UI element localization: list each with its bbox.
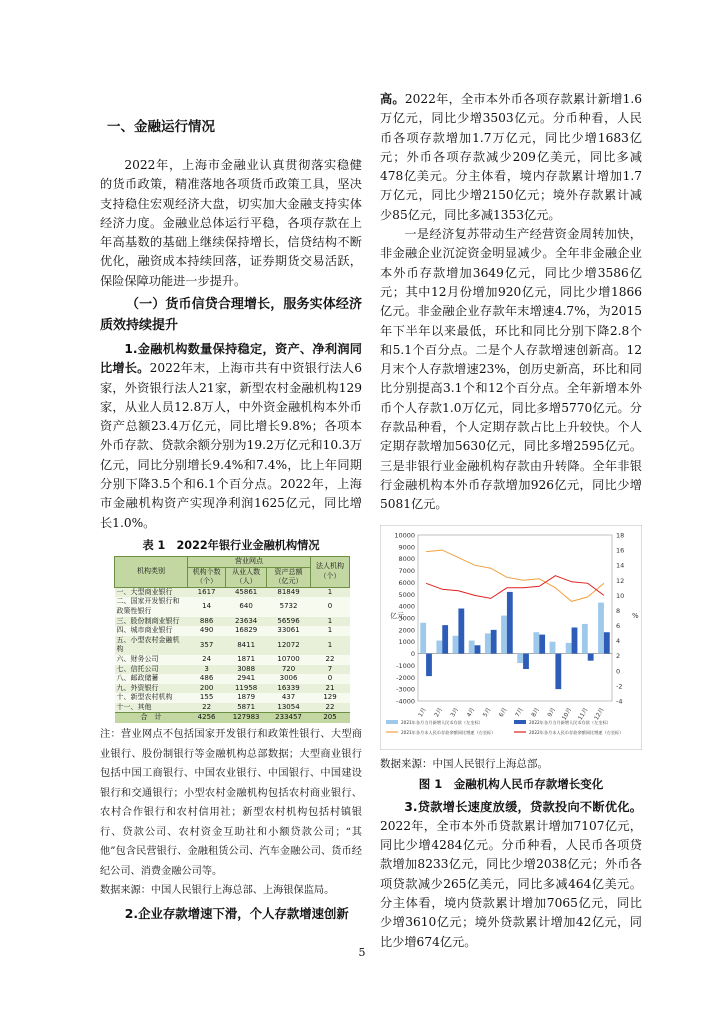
table-row (115, 636, 350, 655)
bar-2022 (572, 627, 578, 653)
paragraph-4-head: 3.贷款增长速度放缓，贷款投向不断优化。 (404, 799, 642, 814)
category-label: 7月 (514, 706, 525, 718)
cell-legal: 7 (311, 665, 350, 675)
th-group: 营业网点 (188, 556, 311, 567)
cell-type: 十一、其他 (115, 703, 188, 713)
bar-2022 (458, 608, 464, 653)
category-label: 2月 (434, 706, 444, 718)
cell-staff: 16829 (226, 626, 267, 636)
legend-swatch (514, 720, 526, 724)
cell-type: 七、信托公司 (115, 665, 188, 675)
cell-assets: 5732 (267, 597, 311, 616)
cell-count: 886 (188, 617, 226, 627)
paragraph-2-head-left: 2.企业存款增速下滑，个人存款增速创新 (124, 905, 349, 921)
ylabel-left: 亿元 (390, 611, 404, 620)
bar-2021 (469, 640, 475, 653)
right-tick-label: 8 (616, 606, 621, 615)
paragraph-3: 一是经济复苏带动生产经营资金周转加快，非金融企业沉淀资金明显减少。全年非金融企业本外币存款增加3649亿元，同比少增3586亿元；其中12月份增加920亿元，同比少增1866亿元。非金融企业存款年末增速4.7%，为2015年下半年以来最低，环比和同比分别下降2.8个和5.1个百分点。二是个人存款增速创新高。12月末个人存款增速23%，创历史新高，环比和同比分别提高3.1个和12个百分点。全年新增本外币个人存款1.0万亿元，同比多增5770亿元。分存款品种看，个人定期存款占比上升较快。个人定期存款增加5630亿元，同比多增2595亿元。三是非银行业金融机构存款由升转降。全年非银行金融机构本外币存款增加926亿元，同比少增5081亿元。 (380, 227, 642, 512)
cell-legal: 21 (311, 684, 350, 694)
cell-staff: 1871 (226, 655, 267, 665)
paragraph-1-body: 2022年末，上海市共有中资银行法人6家，外资银行法人21家，新型农村金融机构129家，从业人员12.8万人，中外资金融机构本外币资产总额23.4万亿元，同比增长9.8%；各项本外币存款、贷款余额分别为19.2万亿元和10.3万亿元，同比分别增长9.4%和7.4%，比上年同期分别下降3.5个和6.1个百分点。2022年，上海市金融机构资产实现净利润1625亿元，同比增长1.0%。 (100, 361, 362, 530)
cell-type: 四、城市商业银行 (115, 626, 188, 636)
chart-svg (380, 525, 642, 750)
legend-label: 2022年各月当月新增人民币存款（左坐标） (529, 719, 611, 725)
cell-assets: 10700 (267, 655, 311, 665)
left-tick-label: 9000 (398, 542, 415, 551)
right-tick-label: 2 (616, 651, 621, 660)
cell-legal: 0 (311, 597, 350, 616)
category-label: 3月 (450, 706, 461, 718)
cell-type: 九、外资银行 (115, 684, 188, 694)
cell-count: 24 (188, 655, 226, 665)
cell-type: 一、大型商业银行 (115, 587, 188, 597)
cell-type: 八、邮政储蓄 (115, 674, 188, 684)
paragraph-1-head: 1.金融机构数量保持稳定，资产、净利润同比增长。 (100, 342, 362, 376)
th-type: 机构类别 (115, 556, 188, 587)
cell-count: 486 (188, 674, 226, 684)
cell-count: 1617 (188, 587, 226, 597)
table-total-row (115, 713, 350, 723)
cell-legal: 22 (311, 655, 350, 665)
cell-count: 357 (188, 636, 226, 655)
left-tick-label: -1000 (396, 661, 415, 670)
legend-label: 2021年各月当月新增人民币存款（左坐标） (401, 719, 483, 725)
right-tick-label: 10 (616, 591, 625, 600)
legend-label: 2021年各月末人民币存款余额同比增速（右坐标） (401, 729, 496, 735)
category-label: 9月 (547, 706, 558, 718)
table-row (115, 655, 350, 665)
cell-total-assets: 233457 (267, 713, 311, 723)
table-row (115, 674, 350, 684)
cell-type: 六、财务公司 (115, 655, 188, 665)
category-label: 6月 (498, 706, 509, 718)
bar-2022 (475, 645, 481, 653)
bar-2021 (566, 642, 572, 653)
cell-count: 3 (188, 665, 226, 675)
left-tick-label: -2000 (396, 673, 415, 682)
cell-assets: 56596 (267, 617, 311, 627)
bar-2021 (517, 653, 523, 662)
category-label: 11月 (577, 706, 590, 721)
table-row (115, 626, 350, 636)
ylabel-right: % (632, 611, 639, 620)
left-tick-label: 4000 (398, 602, 415, 611)
cell-assets: 33061 (267, 626, 311, 636)
table-row (115, 684, 350, 694)
right-tick-label: 18 (616, 531, 625, 540)
cell-staff: 640 (226, 597, 267, 616)
page-number: 5 (358, 946, 366, 959)
cell-total-count: 4256 (188, 713, 226, 723)
right-tick-label: 0 (616, 666, 621, 675)
right-tick-label: 16 (616, 546, 625, 555)
table-note: 注：营业网点不包括国家开发银行和政策性银行、大型商业银行、股份制银行等金融机构总部数据；大型商业银行包括中国工商银行、中国农业银行、中国银行、中国建设银行和交通银行；小型农村金融机构包括农村商业银行、农村合作银行和农村信用社；新型农村机构包括村镇银行、贷款公司、农村资金互助社和小额贷款公司；“其他”包含民营银行、金融租赁公司、汽车金融公司、货币经纪公司、消费金融公司等。 (100, 729, 362, 877)
category-label: 4月 (466, 706, 477, 718)
table-row (115, 617, 350, 627)
cell-count: 200 (188, 684, 226, 694)
paragraph-4 (380, 798, 642, 952)
bar-2022 (523, 653, 529, 668)
paragraph-1 (100, 340, 362, 533)
bar-2022 (507, 591, 513, 653)
left-tick-label: 2000 (398, 625, 415, 634)
table-caption: 表 1 2022年银行业金融机构情况 (142, 538, 320, 552)
bar-2021 (533, 632, 539, 653)
bar-2022 (539, 634, 545, 653)
cell-legal: 0 (311, 674, 350, 684)
paragraph-4-body: 2022年，全市本外币贷款累计增加7107亿元，同比少增4284亿元。分币种看，人民币各项贷款增加8233亿元，同比少增2038亿元；外币各项贷款减少265亿美元，同比多减464亿美元。分主体看，境内贷款累计增加7065亿元，同比少增3610亿元；境外贷款累计增加42亿元，同比少增674亿元。 (380, 818, 642, 949)
cell-legal: 1 (311, 587, 350, 597)
cell-count: 155 (188, 693, 226, 703)
left-tick-label: 6000 (398, 578, 415, 587)
left-tick-label: -4000 (396, 697, 415, 706)
cell-staff: 2941 (226, 674, 267, 684)
cell-count: 14 (188, 597, 226, 616)
bank-table (114, 556, 350, 723)
cell-total-staff: 127983 (226, 713, 267, 723)
table-row (115, 703, 350, 713)
category-label: 10月 (561, 706, 574, 721)
cell-type: 十、新型农村机构 (115, 693, 188, 703)
cell-assets: 13054 (267, 703, 311, 713)
table-source: 数据来源：中国人民银行上海总部、上海银保监局。 (100, 885, 335, 897)
category-label: 5月 (482, 706, 493, 718)
figure-caption: 图 1 金融机构人民币存款增长变化 (418, 776, 604, 791)
subsection-title: （一）货币信贷合理增长，服务实体经济质效持续提升 (100, 297, 362, 333)
paragraph-2-body: 2022年，全市本外币各项存款累计新增1.6万亿元，同比少增3503亿元。分币种看，人民币各项存款增加1.7万亿元，同比少增1683亿元；外币各项存款减少209亿美元，同比多减478亿美元。分主体看，境内存款累计增加1.7万亿元，同比少增2150亿元；境外存款累计减少85亿元，同比多减1353亿元。 (380, 92, 643, 222)
cell-legal: 22 (311, 703, 350, 713)
bar-2022 (442, 625, 448, 653)
cell-type: 五、小型农村金融机构 (115, 636, 188, 655)
cell-type: 二、国家开发银行和政策性银行 (115, 597, 188, 616)
cell-staff: 3088 (226, 665, 267, 675)
th-assets: 资产总额（亿元） (267, 567, 311, 587)
cell-total-legal: 205 (311, 713, 350, 723)
bar-2021 (485, 633, 491, 653)
cell-staff: 11958 (226, 684, 267, 694)
cell-assets: 12072 (267, 636, 311, 655)
table-row (115, 597, 350, 616)
bar-2021 (453, 635, 459, 653)
bar-2021 (582, 623, 588, 653)
th-staff: 从业人数（人） (226, 567, 267, 587)
left-tick-label: 10000 (394, 531, 415, 540)
bar-2021 (420, 622, 426, 653)
cell-assets: 3006 (267, 674, 311, 684)
right-tick-label: 12 (616, 576, 625, 585)
bar-2021 (598, 602, 604, 653)
chart-source: 数据来源：中国人民银行上海总部。 (380, 757, 548, 770)
cell-count: 490 (188, 626, 226, 636)
th-count: 机构个数（个） (188, 567, 226, 587)
deposit-chart (380, 525, 642, 754)
left-tick-label: 0 (410, 649, 415, 658)
cell-type: 三、股份制商业银行 (115, 617, 188, 627)
cell-assets: 16339 (267, 684, 311, 694)
paragraph-2 (380, 90, 642, 225)
left-tick-label: 7000 (398, 566, 415, 575)
bar-2022 (555, 653, 561, 689)
cell-assets: 437 (267, 693, 311, 703)
table-row (115, 587, 350, 597)
category-label: 8月 (531, 706, 541, 718)
cell-legal: 129 (311, 693, 350, 703)
bar-2021 (501, 615, 507, 653)
left-tick-label: 8000 (398, 554, 415, 563)
cell-staff: 1879 (226, 693, 267, 703)
right-tick-label: -4 (616, 697, 623, 706)
bar-2021 (436, 640, 442, 653)
bar-2022 (604, 632, 610, 653)
cell-staff: 5871 (226, 703, 267, 713)
cell-staff: 8411 (226, 636, 267, 655)
bar-2021 (550, 641, 556, 653)
section-title: 一、金融运行情况 (107, 119, 215, 135)
cell-legal: 1 (311, 617, 350, 627)
left-tick-label: 3000 (398, 614, 415, 623)
left-tick-label: 1000 (398, 637, 415, 646)
bar-2022 (588, 653, 594, 660)
paragraph-2-head-right: 高。 (380, 92, 405, 106)
table-row (115, 665, 350, 675)
right-tick-label: 4 (616, 636, 621, 645)
cell-assets: 720 (267, 665, 311, 675)
bar-2022 (491, 629, 497, 653)
cell-staff: 23634 (226, 617, 267, 627)
left-tick-label: -3000 (396, 685, 415, 694)
cell-count: 22 (188, 703, 226, 713)
right-tick-label: 6 (616, 621, 621, 630)
left-tick-label: 5000 (398, 590, 415, 599)
cell-assets: 81849 (267, 587, 311, 597)
intro-paragraph: 2022年，上海市金融业认真贯彻落实稳健的货币政策，精准落地各项货币政策工具，坚决支持稳住宏观经济大盘，切实加大金融支持实体经济力度。金融业总体运行平稳，各项存款在上年高基数的基础上继续保持增长，信贷结构不断优化，融资成本持续回落，证券期货交易活跃，保险保障功能进一步提升。 (100, 158, 362, 288)
category-label: 12月 (593, 706, 606, 721)
cell-staff: 45861 (226, 587, 267, 597)
cell-total-label: 合 计 (115, 713, 188, 723)
cell-legal: 1 (311, 626, 350, 636)
cell-legal: 1 (311, 636, 350, 655)
th-legal: 法人机构（个） (311, 556, 350, 587)
right-tick-label: 14 (616, 561, 625, 570)
legend-label: 2022年各月末人民币存款余额同比增速（右坐标） (529, 729, 624, 735)
table-row (115, 693, 350, 703)
right-tick-label: -2 (616, 681, 623, 690)
category-label: 1月 (417, 706, 428, 718)
legend-swatch (386, 720, 398, 724)
bar-2022 (426, 653, 432, 676)
